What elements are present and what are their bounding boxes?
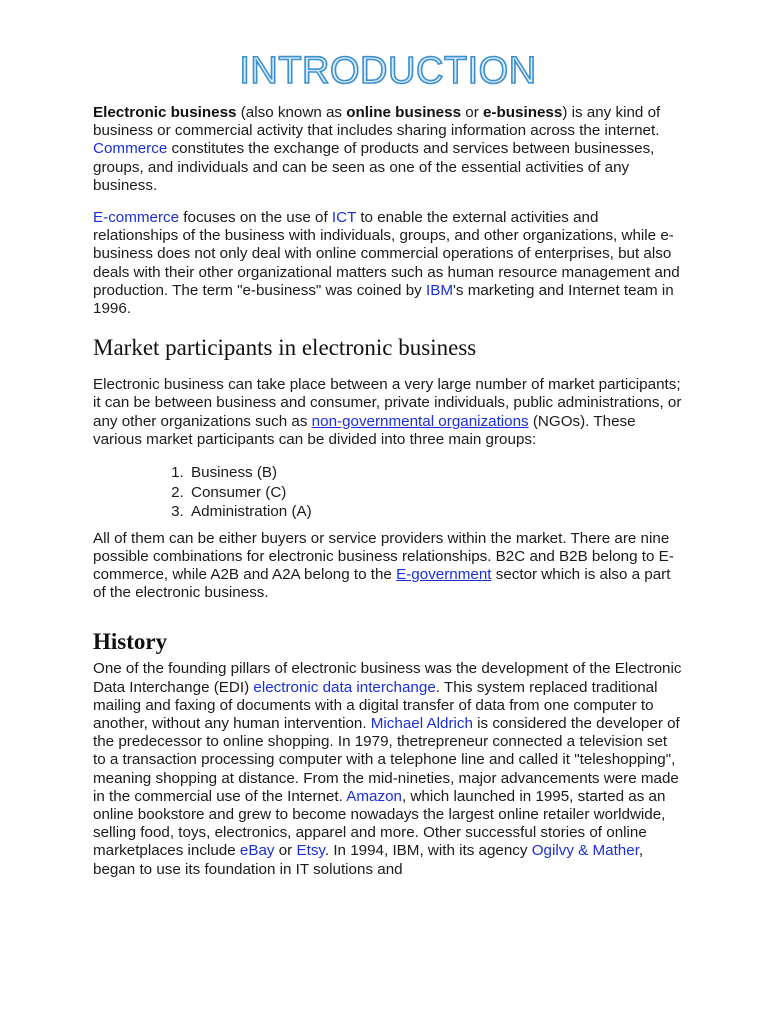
link-ibm[interactable]: IBM bbox=[425, 281, 453, 299]
history-paragraph-1 bbox=[93, 660, 683, 878]
section-heading-history: History bbox=[93, 629, 168, 655]
text-span: . In 1994, IBM, with its agency bbox=[324, 842, 532, 860]
link-ict[interactable]: ICT bbox=[331, 209, 357, 227]
text-span: focuses on the use of bbox=[179, 209, 332, 227]
text-span: (NGOs). These various market participants can be divided into three main groups: bbox=[93, 412, 636, 448]
page-title: INTRODUCTION bbox=[239, 50, 537, 92]
link-commerce[interactable]: Commerce bbox=[93, 140, 168, 158]
text-span: All of them can be either buyers or service providers within the market. There are nine possible combinations for electronic business relationships. B2C and B2B belong to E-commerce, while A2B and A2A belong to the bbox=[93, 529, 674, 583]
text-span: constitutes the exchange of products and services between businesses, groups, and individuals and can be seen as one of the essential activities of any business. bbox=[93, 140, 655, 194]
link-e-government[interactable]: E-government bbox=[396, 565, 492, 583]
link-michael-aldrich[interactable]: Michael Aldrich bbox=[370, 714, 473, 732]
participant-groups-list bbox=[93, 463, 683, 522]
link-etsy[interactable]: Etsy bbox=[296, 842, 325, 860]
link-ngo[interactable]: non-governmental organizations bbox=[311, 412, 529, 430]
list-item: 3. Administration (A) bbox=[188, 502, 683, 522]
intro-paragraph-1 bbox=[93, 104, 683, 195]
text-span: to enable the external activities and relationships of the business with individuals, groups, and other organizations, while e-business does not only deal with online commercial operations of enterprises, but also deals with their other organizational matters such as human resource management and production. The term "e-business" was coined by bbox=[93, 209, 680, 299]
text-span: , which launched in 1995, started as an online bookstore and grew to become nowadays the largest online retailer worldwide, selling food, toys, electronics, apparel and more. Other successful stories of online marketplaces include bbox=[93, 787, 666, 860]
text-span: or bbox=[461, 104, 483, 121]
text-span: Electronic business can take place between a very large number of market participants; it can be between business and consumer, private individuals, public administrations, or any other organizations such as bbox=[93, 376, 682, 430]
link-ebay[interactable]: eBay bbox=[239, 842, 275, 860]
text-span: 's marketing and Internet team in 1996. bbox=[93, 281, 674, 318]
text-span: , began to use its foundation in IT solutions and bbox=[93, 842, 644, 878]
section-heading-market: Market participants in electronic business bbox=[93, 335, 477, 361]
bold-term: Electronic business bbox=[93, 104, 237, 121]
link-ogilvy-mather[interactable]: Ogilvy & Mather bbox=[531, 842, 639, 860]
bold-term: online business bbox=[346, 104, 462, 121]
bold-term: e-business bbox=[482, 104, 563, 121]
text-span: (also known as bbox=[236, 104, 347, 121]
document-page bbox=[93, 48, 683, 893]
text-span: or bbox=[274, 842, 297, 860]
text-span: ) is any kind of business or commercial activity that includes sharing information across the internet. bbox=[93, 104, 661, 140]
link-edi[interactable]: electronic data interchange bbox=[253, 678, 436, 696]
link-e-commerce[interactable]: E-commerce bbox=[93, 209, 180, 227]
link-amazon[interactable]: Amazon bbox=[346, 787, 402, 805]
text-span: . This system replaced traditional mailing and faxing of documents with a digital transfer of data from one computer to another, without any human intervention. bbox=[93, 678, 658, 732]
list-item: 2. Consumer (C) bbox=[188, 483, 683, 503]
market-paragraph-1 bbox=[93, 376, 683, 449]
text-span: One of the founding pillars of electronic business was the development of the Electronic Data Interchange (EDI) bbox=[93, 660, 682, 696]
list-item: 1. Business (B) bbox=[188, 463, 683, 483]
intro-paragraph-2 bbox=[93, 209, 683, 318]
text-span: sector which is also a part of the electronic business. bbox=[93, 565, 671, 602]
market-paragraph-2 bbox=[93, 530, 683, 603]
text-span: is considered the developer of the predecessor to online shopping. In 1979, thetrepreneur connected a television set to a transaction processing computer with a telephone line and called it "teleshopping", meaning shopping at distance. From the mid-nineties, major advancements were made in the commercial use of the Internet. bbox=[93, 714, 680, 805]
